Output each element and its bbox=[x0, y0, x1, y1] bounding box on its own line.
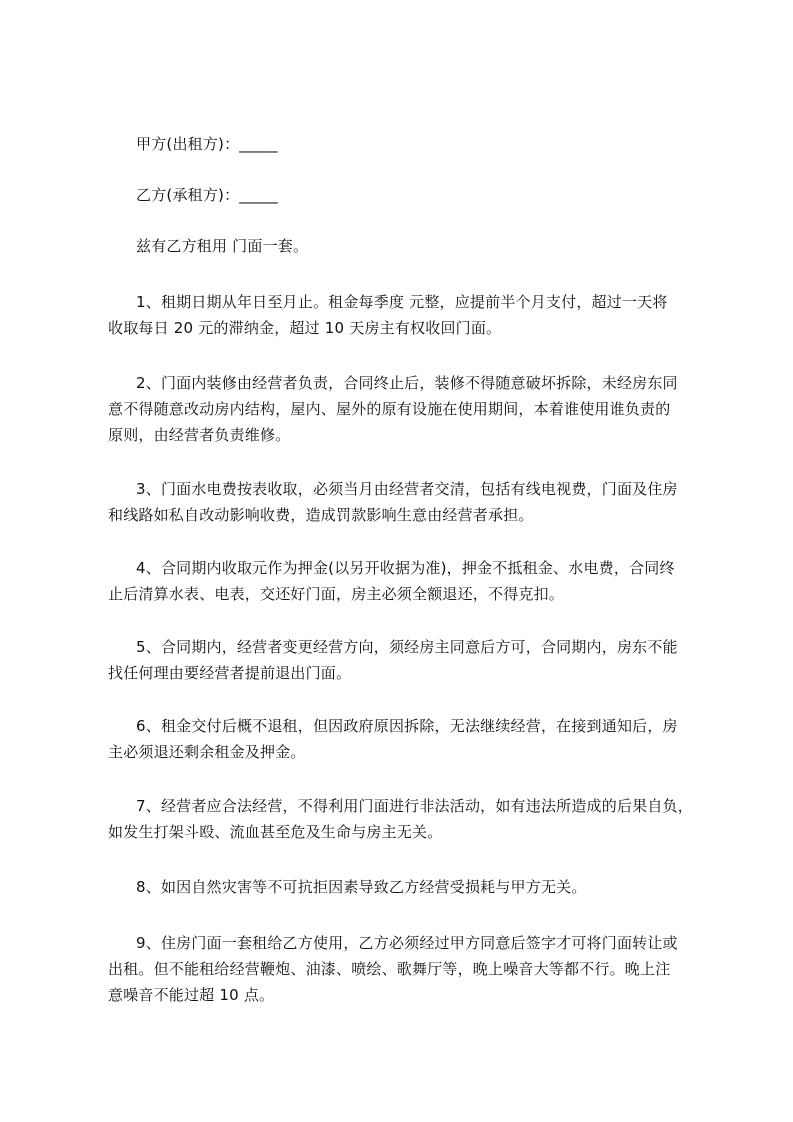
clause-2-line-1: 2、门面内装修由经营者负责，合同终止后，装修不得随意破坏拆除，未经房东同 bbox=[136, 374, 678, 392]
clause-9-line-3: 意噪音不能过超 10 点。 bbox=[108, 986, 275, 1004]
clause-9-line-1: 9、住房门面一套租给乙方使用，乙方必须经过甲方同意后签字才可将门面转让或 bbox=[136, 934, 678, 952]
clause-2-line-3: 原则，由经营者负责维修。 bbox=[108, 426, 291, 444]
party-b-line: 乙方(承租方)：_____ bbox=[136, 186, 278, 204]
clause-6-line-2: 主必须退还剩余租金及押金。 bbox=[108, 743, 306, 761]
clause-8-line-1: 8、如因自然灾害等不可抗拒因素导致乙方经营受损耗与甲方无关。 bbox=[136, 878, 587, 896]
party-a-line: 甲方(出租方)：_____ bbox=[136, 135, 278, 153]
clause-9-line-2: 出租。但不能租给经营鞭炮、油漆、喷绘、歌舞厅等，晚上噪音大等都不行。晚上注 bbox=[108, 960, 671, 978]
clause-2-line-2: 意不得随意改动房内结构，屋内、屋外的原有设施在使用期间，本着谁使用谁负责的 bbox=[108, 400, 671, 418]
clause-7-line-1: 7、经营者应合法经营，不得利用门面进行非法活动，如有违法所造成的后果自负， bbox=[136, 797, 693, 815]
clause-5-line-1: 5、合同期内，经营者变更经营方向，须经房主同意后方可，合同期内，房东不能 bbox=[136, 638, 678, 656]
clause-5-line-2: 找任何理由要经营者提前退出门面。 bbox=[108, 664, 352, 682]
clause-6-line-1: 6、租金交付后概不退租，但因政府原因拆除，无法继续经营，在接到通知后，房 bbox=[136, 717, 678, 735]
clause-4-line-1: 4、合同期内收取元作为押金(以另开收据为准)，押金不抵租金、水电费，合同终 bbox=[136, 559, 675, 577]
clause-1-line-2: 收取每日 20 元的滞纳金，超过 10 天房主有权收回门面。 bbox=[108, 319, 502, 337]
clause-3-line-1: 3、门面水电费按表收取，必须当月由经营者交清，包括有线电视费，门面及住房 bbox=[136, 480, 678, 498]
clause-3-line-2: 和线路如私自改动影响收费，造成罚款影响生意由经营者承担。 bbox=[108, 506, 534, 524]
clause-1-line-1: 1、租期日期从年日至月止。租金每季度 元整，应提前半个月支付，超过一天将 bbox=[136, 293, 668, 311]
clause-7-line-2: 如发生打架斗殴、流血甚至危及生命与房主无关。 bbox=[108, 823, 443, 841]
clause-4-line-2: 止后清算水表、电表，交还好门面，房主必须全额退还，不得克扣。 bbox=[108, 585, 565, 603]
intro-line: 兹有乙方租用 门面一套。 bbox=[136, 237, 309, 255]
